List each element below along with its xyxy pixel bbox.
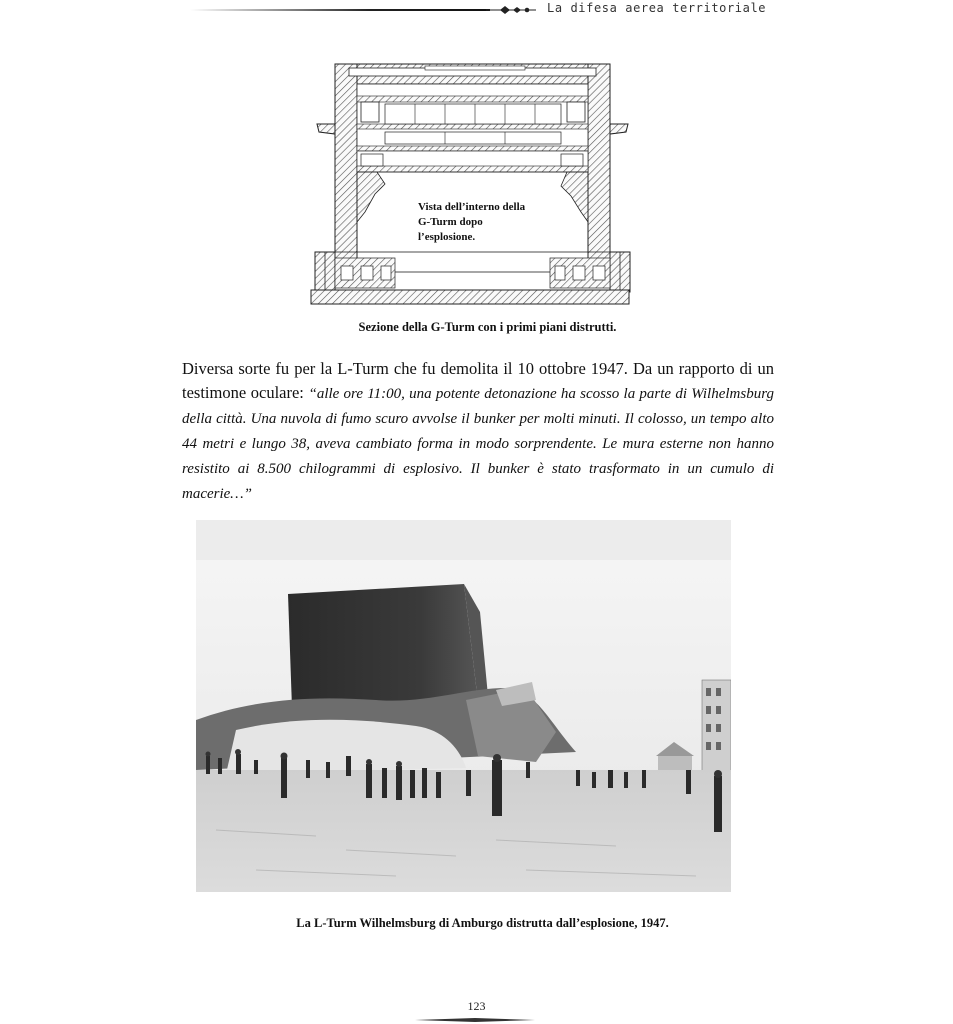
running-header [190,0,770,20]
figure-caption-photo: La L-Turm Wilhelmsburg di Amburgo distrutta dall’esplosione, 1947. [296,916,669,930]
header-rule [190,9,490,11]
header-title: La difesa aerea territoriale [547,1,767,15]
body-paragraph [182,357,774,506]
header-ornament [486,3,536,17]
figure-caption-section: Sezione della G-Turm con i primi piani distrutti. [358,320,617,334]
page-number: 123 [467,999,486,1013]
footer-ornament [415,1018,535,1022]
g-turm-section-drawing [305,62,635,310]
body-intro: Diversa sorte fu per la L-Turm che fu demolita il 10 ottobre 1947. Da un rapporto di un testimone oculare: [182,359,774,402]
l-turm-photo [196,520,731,892]
section-overlay-label: Vista dell’interno della G-Turm dopo l’esplosione. [418,201,526,243]
witness-quote: “alle ore 11:00, una potente detonazione ha scosso la parte di Wilhelmsburg della città. Una nuvola di fumo scuro avvolse il bunker per molti minuti. Il colosso, un tempo alto 44 metri e lungo 38, aveva cambiato forma in modo sorprendente. Le mura esterne non hanno resistito ai 8.500 chilogrammi di esplosivo. Il bunker è stato trasformato in un cumulo di macerie…” [182,386,774,502]
